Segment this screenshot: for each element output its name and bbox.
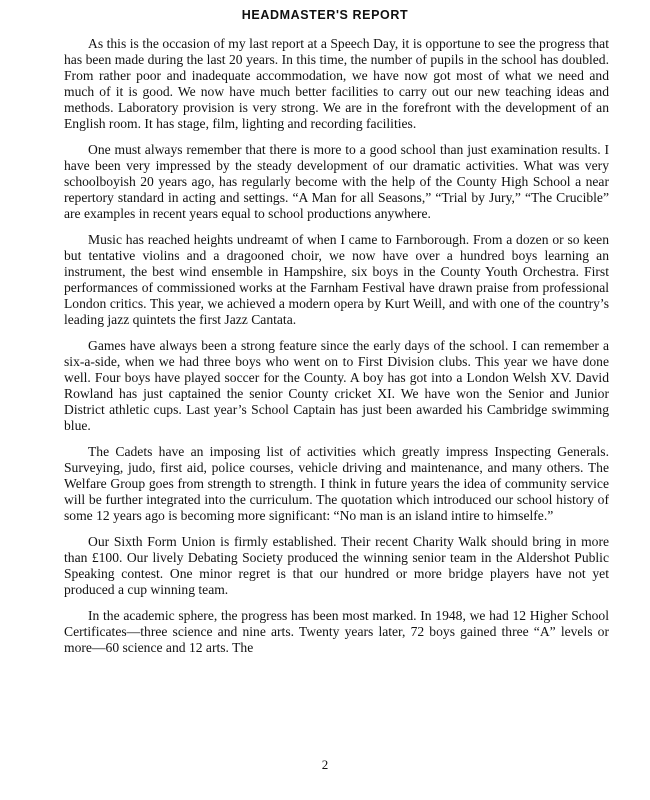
paragraph-sixth-form: Our Sixth Form Union is firmly established. Their recent Charity Walk should bring in more than £100. Our lively Debating Society produced the winning senior team in the Aldershot Public Speaking contest. One minor regret is that our hundred or more bridge players have not yet produced a cup winning team.	[64, 534, 609, 597]
paragraph-cadets: The Cadets have an imposing list of activities which greatly impress Inspecting Generals. Surveying, judo, first aid, police courses, vehicle driving and maintenance, and many others. The Welfare Group goes from strength to strength. I think in future years the idea of community service will be further integrated into the curriculum. The quotation which introduced our school history of some 12 years ago is becoming more significant: “No man is an island intire to himselfe.”	[64, 444, 609, 523]
paragraph-music: Music has reached heights undreamt of when I came to Farnborough. From a dozen or so keen but tentative violins and a dragooned choir, we now have over a hundred boys learning an instrument, the best wind ensemble in Hampshire, six boys in the County Youth Orchestra. First performances of commissioned works at the Farnham Festival have drawn praise from professional London critics. This year, we achieved a modern opera by Kurt Weill, and with one of the country’s leading jazz quintets the first Jazz Cantata.	[64, 232, 609, 327]
page-title: HEADMASTER'S REPORT	[241, 8, 409, 22]
paragraph-progress: As this is the occasion of my last report at a Speech Day, it is opportune to see the progress that has been made during the last 20 years. In this time, the number of pupils in the school has doubled. From rather poor and inadequate accommodation, we have now got most of what we need and much of it is good. We now have much better facilities to carry out our new teaching ideas and methods. Laboratory provision is very strong. We are in the forefront with the development of an English room. It has stage, film, lighting and recording facilities.	[64, 36, 609, 131]
paragraph-games: Games have always been a strong feature since the early days of the school. I can remember a six-a-side, when we had three boys who went on to First Division clubs. This year we have done well. Four boys have played soccer for the County. A boy has got into a London Welsh XV. David Rowland has just captained the senior County cricket XI. We have won the Senior and Junior District athletic cups. Last year’s School Captain has just been awarded his Cambridge swimming blue.	[64, 338, 609, 433]
paragraph-drama: One must always remember that there is more to a good school than just examination results. I have been very impressed by the steady development of our dramatic activities. What was very schoolboyish 20 years ago, has regularly become with the help of the County High School a near repertory standard in acting and settings. “A Man for all Seasons,” “Trial by Jury,” “The Crucible” are examples in recent years equal to school productions anywhere.	[64, 142, 609, 221]
report-body	[64, 36, 609, 666]
paragraph-academic: In the academic sphere, the progress has been most marked. In 1948, we had 12 Higher School Certificates—three science and nine arts. Twenty years later, 72 boys gained three “A” levels or more—60 science and 12 arts. The	[64, 608, 609, 655]
page-number: 2	[321, 757, 329, 772]
